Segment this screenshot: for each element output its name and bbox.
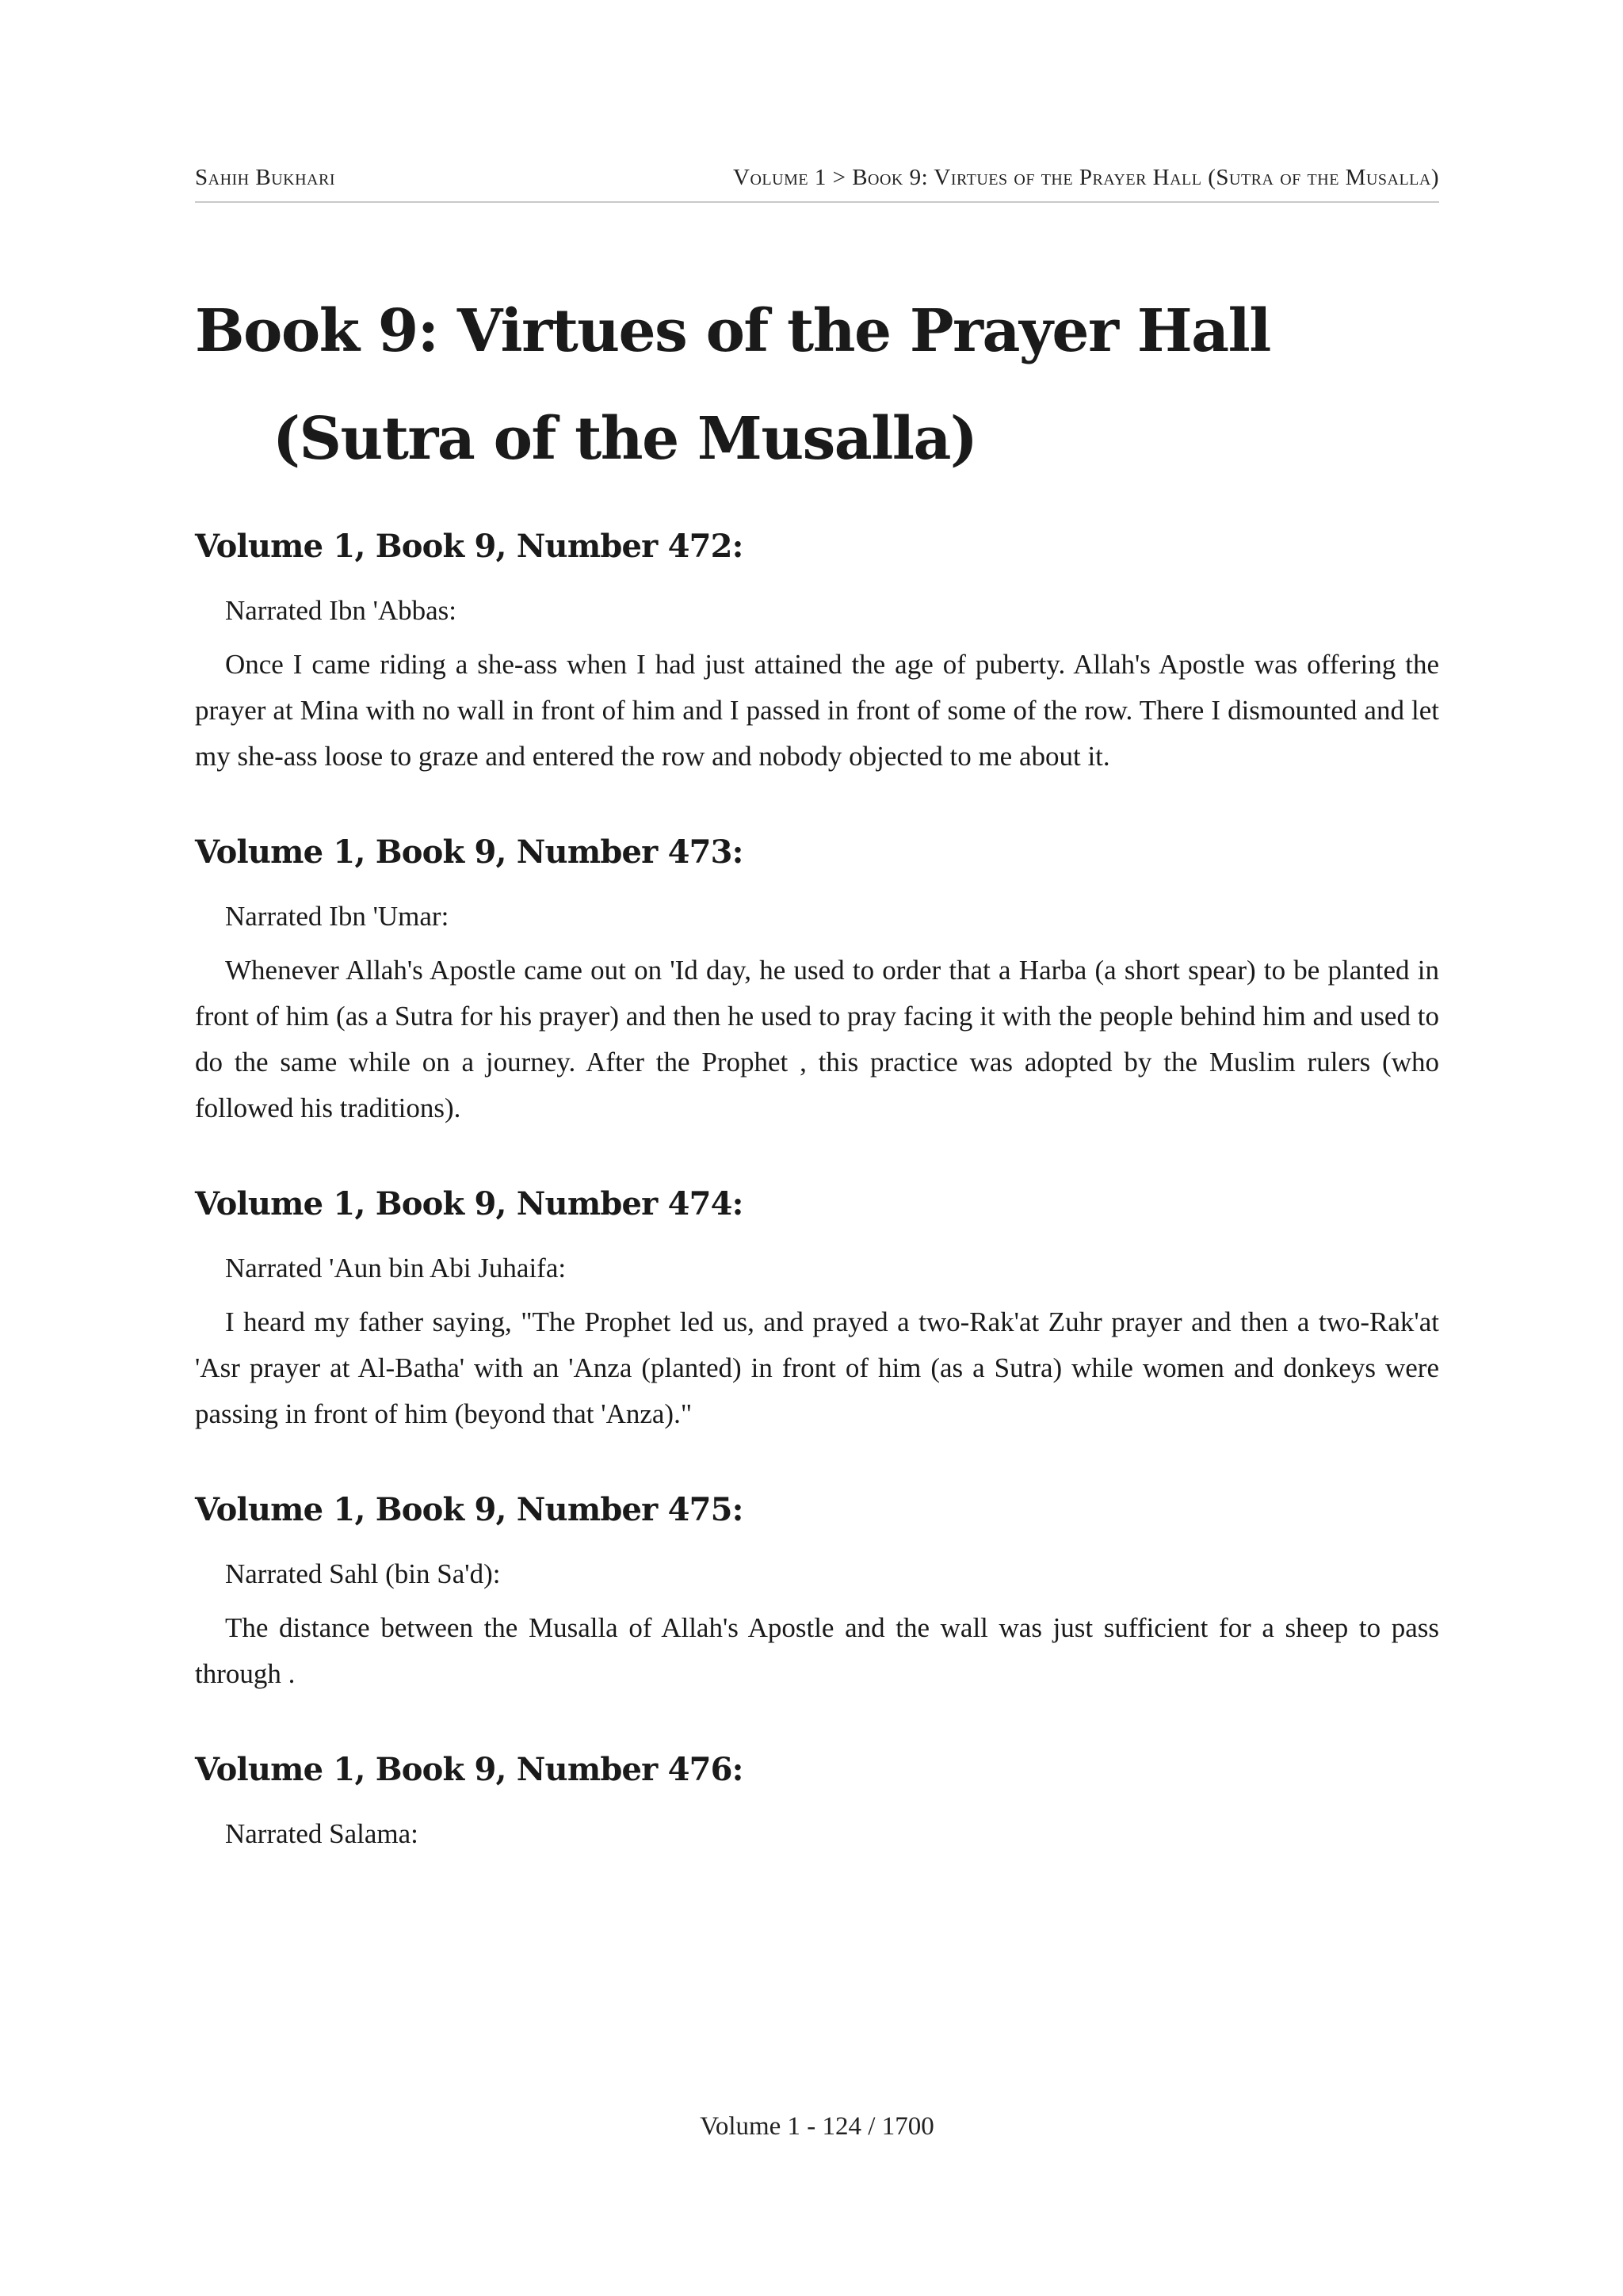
page-title: Book 9: Virtues of the Prayer Hall (Sutra of the Musalla)	[195, 297, 1270, 473]
hadith-text: The distance between the Musalla of Allah's Apostle and the wall was just sufficient for a sheep to pass through .	[195, 1612, 1439, 1689]
hadith-heading: Volume 1, Book 9, Number 476:	[195, 1751, 743, 1788]
hadith-entry	[195, 1180, 1439, 1437]
document-page	[195, 0, 1439, 2296]
hadith-heading: Volume 1, Book 9, Number 472:	[195, 528, 743, 565]
hadith-entry	[195, 1746, 1439, 1857]
hadith-text: Whenever Allah's Apostle came out on 'Id day, he used to order that a Harba (a short spear) to be planted in front of him (as a Sutra for his prayer) and then he used to pray facing it with the people behind him and used to do the same while on a journey. After the Prophet , this practice was adopted by the Muslim rulers (who followed his traditions).	[195, 955, 1439, 1123]
hadith-narrator: Narrated Ibn 'Umar:	[225, 901, 449, 932]
hadith-heading: Volume 1, Book 9, Number 475:	[195, 1491, 743, 1528]
hadith-text: I heard my father saying, "The Prophet led us, and prayed a two-Rak'at Zuhr prayer and then a two-Rak'at 'Asr prayer at Al-Batha' with an 'Anza (planted) in front of him (as a Sutra) while women and donkeys were passing in front of him (beyond that 'Anza)."	[195, 1306, 1439, 1429]
hadith-narrator: Narrated Salama:	[225, 1818, 418, 1849]
hadith-entry	[195, 829, 1439, 1131]
hadith-entry	[195, 1486, 1439, 1697]
hadith-text: Once I came riding a she-ass when I had just attained the age of puberty. Allah's Apostle was offering the prayer at Mina with no wall in front of him and I passed in front of some of the row. There I dismounted and let my she-ass loose to graze and entered the row and nobody objected to me about it.	[195, 649, 1439, 772]
hadith-narrator: Narrated 'Aun bin Abi Juhaifa:	[225, 1253, 567, 1283]
header-book-name: Sahih Bukhari	[195, 165, 335, 190]
page-number-footer: Volume 1 - 124 / 1700	[700, 2112, 934, 2141]
hadith-list	[195, 523, 1439, 1865]
hadith-entry	[195, 523, 1439, 780]
header-breadcrumb: Volume 1 > Book 9: Virtues of the Prayer Hall (Sutra of the Musalla)	[733, 165, 1439, 190]
hadith-narrator: Narrated Ibn 'Abbas:	[225, 595, 457, 626]
running-header	[195, 160, 1439, 203]
hadith-heading: Volume 1, Book 9, Number 473:	[195, 833, 743, 871]
hadith-heading: Volume 1, Book 9, Number 474:	[195, 1185, 743, 1222]
hadith-narrator: Narrated Sahl (bin Sa'd):	[225, 1558, 501, 1589]
